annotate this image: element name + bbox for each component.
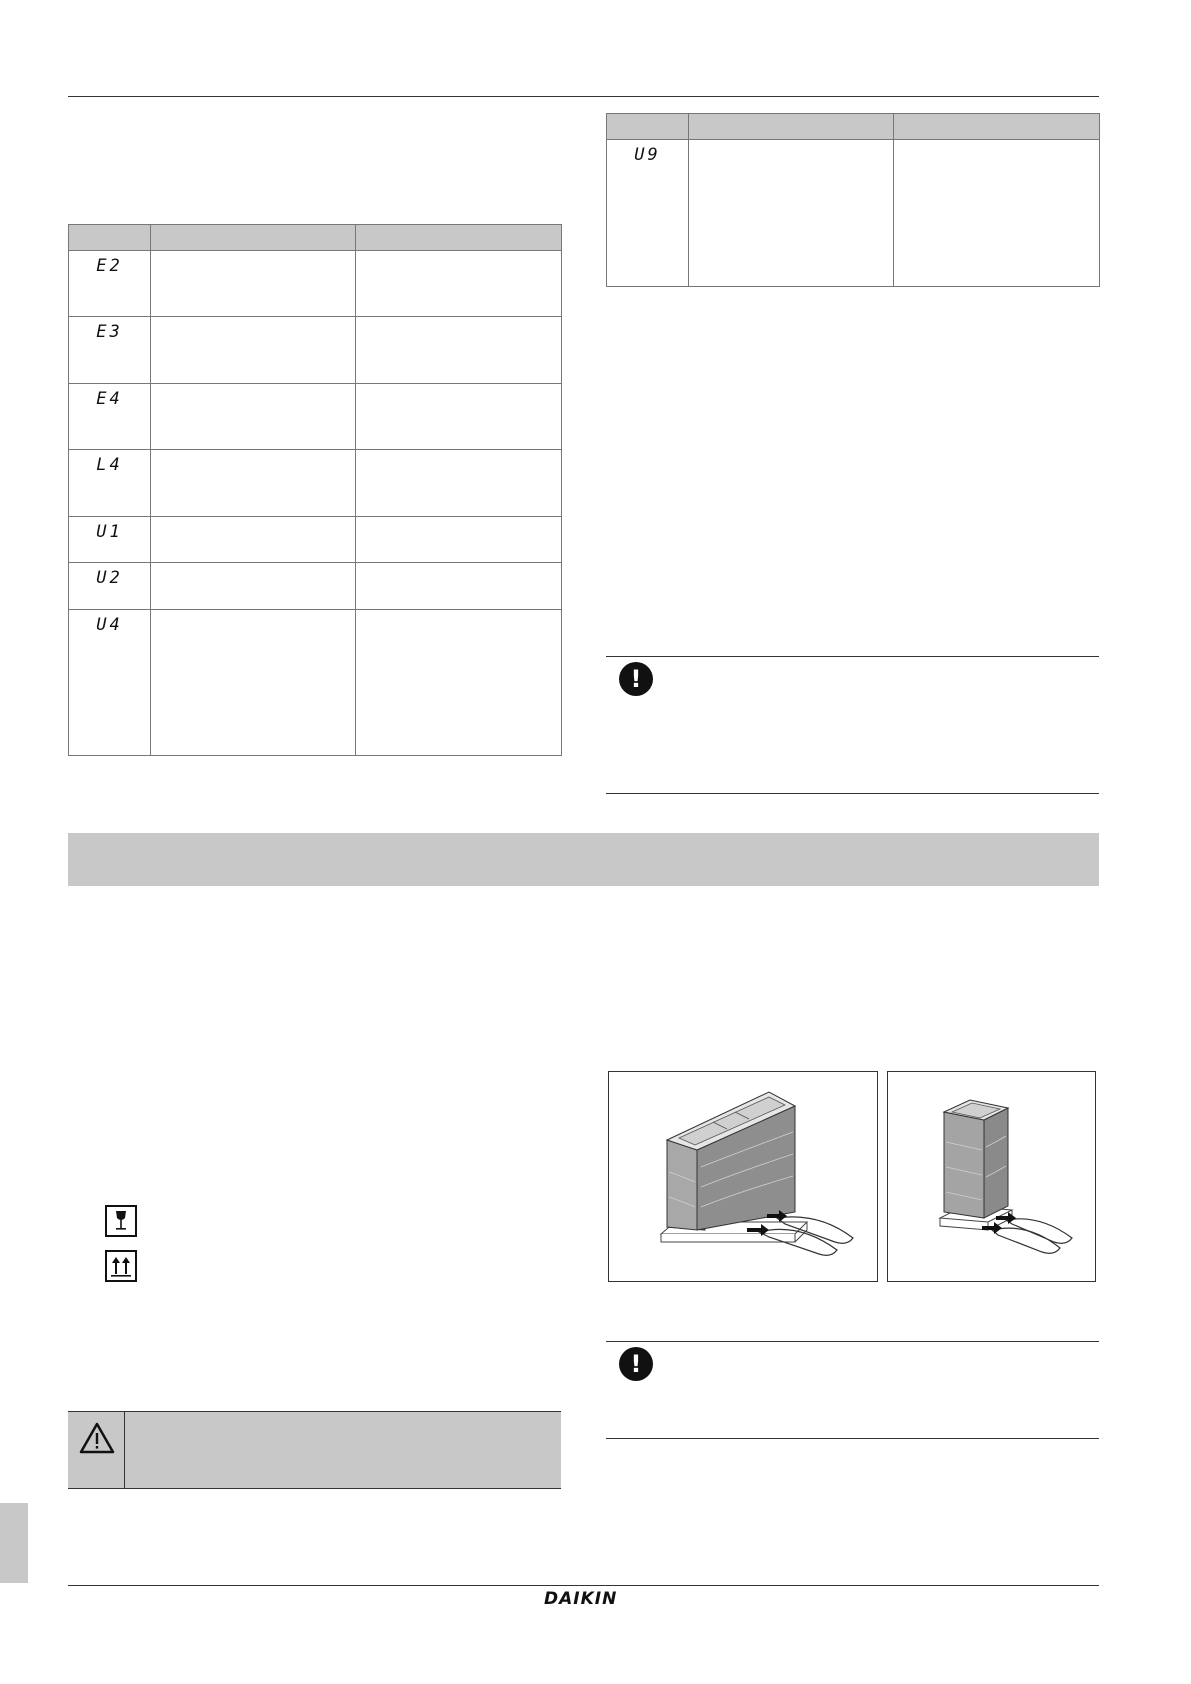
header-rule	[68, 96, 1099, 97]
error-code-table-left	[68, 224, 562, 756]
error-code: E4	[96, 389, 123, 409]
warning-divider	[124, 1412, 125, 1488]
exclamation-icon: !	[619, 662, 653, 696]
warning-triangle-icon	[79, 1422, 115, 1454]
this-way-up-icon	[105, 1250, 137, 1282]
error-code: U9	[634, 145, 661, 165]
error-code: L4	[96, 455, 123, 475]
warning-box	[68, 1411, 561, 1489]
table-header-row	[607, 114, 1100, 140]
table-row	[607, 140, 1100, 287]
note-rule-bottom	[606, 1438, 1099, 1439]
section-heading-band	[68, 833, 1099, 886]
table-row	[69, 384, 562, 450]
table-row	[69, 610, 562, 756]
error-code-table-right	[606, 113, 1100, 287]
error-code: U1	[96, 522, 123, 542]
table-row	[69, 517, 562, 563]
table-row	[69, 317, 562, 384]
figure-narrow-unit-forklift	[887, 1071, 1096, 1282]
error-code: E2	[96, 256, 123, 276]
brand-logo: DAIKIN	[544, 1589, 618, 1609]
exclamation-icon: !	[619, 1347, 653, 1381]
figure-wide-unit-forklift	[608, 1071, 878, 1282]
table-row	[69, 251, 562, 317]
error-code: U2	[96, 568, 123, 588]
error-code: U4	[96, 615, 123, 635]
side-tab	[0, 1503, 28, 1583]
note-rule-top	[606, 656, 1099, 657]
note-rule-bottom	[606, 793, 1099, 794]
table-row	[69, 563, 562, 610]
note-rule-top	[606, 1341, 1099, 1342]
error-code: E3	[96, 322, 123, 342]
fragile-glass-icon	[105, 1205, 137, 1237]
table-row	[69, 450, 562, 517]
table-header-row	[69, 225, 562, 251]
footer-rule	[68, 1585, 1099, 1586]
